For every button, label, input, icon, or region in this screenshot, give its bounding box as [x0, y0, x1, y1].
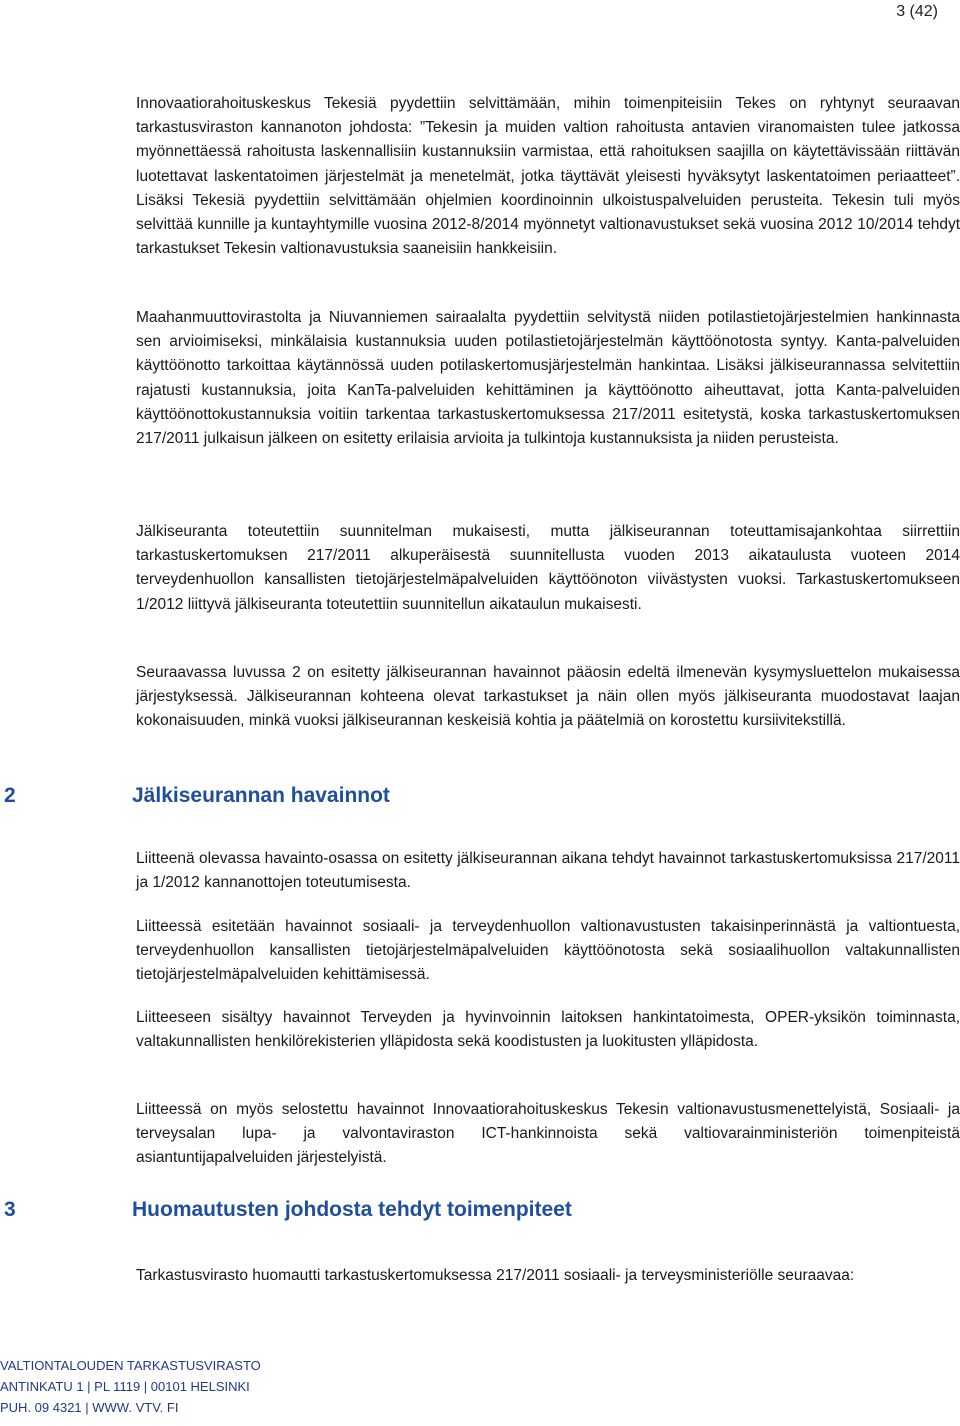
- section-2-heading: [4, 782, 390, 810]
- section-3-paragraph-1: Tarkastusvirasto huomautti tarkastuskertomuksessa 217/2011 sosiaali- ja terveysministeriölle seuraavaa:: [136, 1267, 855, 1284]
- section-2-paragraph-3: Liitteeseen sisältyy havainnot Terveyden ja hyvinvoinnin laitoksen hankintatoimesta, OPER-yksikön toiminnasta, valtakunnallisten henkilörekisterien ylläpidosta sekä koodistusten ja luokitusten ylläpidosta.: [136, 1009, 960, 1051]
- footer-organization: VALTIONTALOUDEN TARKASTUSVIRASTO: [0, 1358, 261, 1373]
- footer-contact: PUH. 09 4321 | WWW. VTV. FI: [0, 1400, 179, 1415]
- paragraph-jalkiseuranta: Jälkiseuranta toteutettiin suunnitelman mukaisesti, mutta jälkiseurannan toteuttamisajankohtaa siirrettiin tarkastuskertomuksen 217/2011 alkuperäisestä suunnitellusta vuoden 2013 aikataulusta vuoteen 2014 terveydenhuollon kansallisten tietojärjestelmäpalveluiden käyttöönoton viivästysten vuoksi. Tarkastuskertomukseen 1/2012 liittyvä jälkiseuranta toteutettiin suunnitellun aikataulun mukaisesti.: [136, 523, 960, 613]
- section-3-heading: [4, 1196, 572, 1224]
- section-2-number: 2: [4, 784, 16, 807]
- paragraph-tekes: Innovaatiorahoituskeskus Tekesiä pyydettiin selvittämään, mihin toimenpiteisiin Tekes on ryhtynyt seuraavan tarkastusviraston kannanoton johdosta: ”Tekesin ja muiden valtion rahoitusta antavien viranomaisten tulee jatkossa myönnettäessä rahoitusta laskennallisiin kustannuksiin varmistaa, että rahoituksen saajilla on käytettävissään riittävän luotettavat laskentatoimen järjestelmät ja menetelmät, jotka täyttävät yleisesti hyväksytyt laskentatoimen periaatteet”. Lisäksi Tekesiä pyydettiin selvittämään ohjelmien koordinoinnin ulkoistuspalveluiden perusteita. Tekesin tuli myös selvittää kunnille ja kuntayhtymille vuosina 2012-8/2014 myönnetyt valtionavustukset sekä vuosina 2012 10/2014 tehdyt tarkastukset Tekesin valtionavustuksia saaneisiin hankkeisiin.: [136, 95, 960, 258]
- section-2-paragraph-2: Liitteessä esitetään havainnot sosiaali- ja terveydenhuollon valtionavustusten takaisinperinnästä ja valtiontuesta, terveydenhuollon kansallisten tietojärjestelmäpalveluiden käyttöönotosta sekä sosiaalihuollon valtakunnallisten tietojärjestelmäpalveluiden kehittämisessä.: [136, 918, 960, 984]
- section-2-paragraph-1: Liitteenä olevassa havainto-osassa on esitetty jälkiseurannan aikana tehdyt havainnot tarkastuskertomuksissa 217/2011 ja 1/2012 kannanottojen toteutumisesta.: [136, 850, 960, 892]
- section-2-paragraph-4: Liitteessä on myös selostettu havainnot Innovaatiorahoituskeskus Tekesin valtionavustusmenettelyistä, Sosiaali- ja terveysalan lupa- ja valvontaviraston ICT-hankinnoista sekä valtiovarainministeriön toimenpiteistä asiantuntijapalveluiden järjestelyistä.: [136, 1101, 960, 1167]
- paragraph-seuraavassa: Seuraavassa luvussa 2 on esitetty jälkiseurannan havainnot pääosin edeltä ilmenevän kysymysluettelon mukaisessa järjestyksessä. Jälkiseurannan kohteena olevat tarkastukset ja näin ollen myös jälkiseuranta muodostavat laajan kokonaisuuden, minkä vuoksi jälkiseurannan keskeisiä kohtia ja päätelmiä on korostettu kursiivitekstillä.: [136, 664, 960, 730]
- footer-address: ANTINKATU 1 | PL 1119 | 00101 HELSINKI: [0, 1379, 250, 1394]
- page-footer: [0, 1356, 960, 1426]
- section-3-number: 3: [4, 1198, 16, 1221]
- section-3-title: Huomautusten johdosta tehdyt toimenpiteet: [132, 1198, 572, 1221]
- paragraph-maahanmuutto: Maahanmuuttovirastolta ja Niuvanniemen sairaalalta pyydettiin selvitystä niiden potilastietojärjestelmien hankinnasta sen arvioimiseksi, minkälaisia kustannuksia uuden potilastietojärjestelmän käyttöönotosta syntyy. Kanta-palveluiden käyttöönotto tarkoittaa käytännössä uuden potilaskertomusjärjestelmän hankintaa. Lisäksi jälkiseurannassa selvitettiin rajatusti kustannuksia, joita KanTa-palveluiden kehittäminen ja käyttöönotto aiheuttavat, jotta Kanta-palveluiden käyttöönottokustannuksia voitiin tarkentaa tarkastuskertomuksessa 217/2011 esitetystä, koska tarkastuskertomuksen 217/2011 julkaisun jälkeen on esitetty erilaisia arvioita ja tulkintoja kustannuksista ja niiden perusteista.: [136, 309, 960, 448]
- section-2-title: Jälkiseurannan havainnot: [132, 784, 390, 807]
- page-number: 3 (42): [896, 3, 938, 20]
